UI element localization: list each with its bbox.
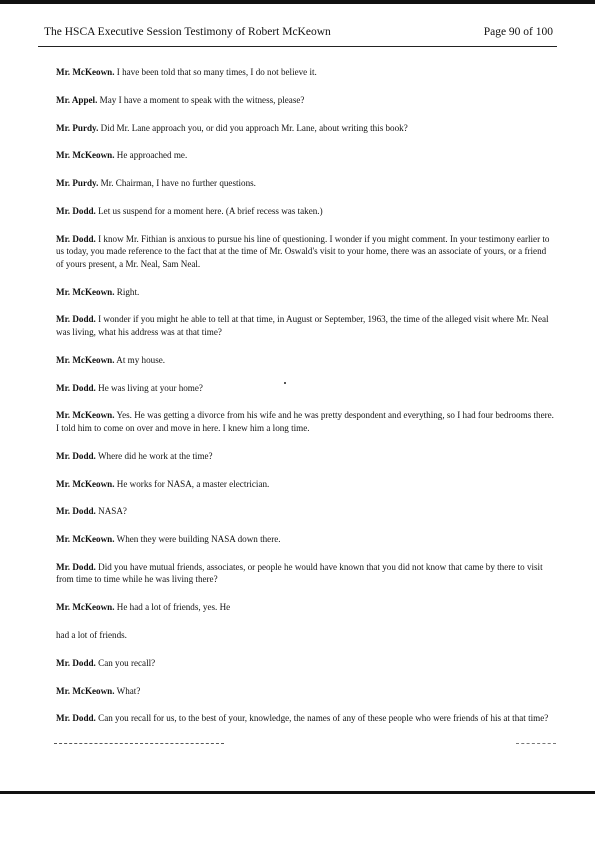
statement-text: He had a lot of friends, yes. He	[116, 602, 231, 613]
statement-text: Can you recall for us, to the best of your, knowledge, the names of any of these people who were friends of his at that time?	[98, 713, 549, 724]
statement-text: had a lot of friends.	[56, 630, 127, 641]
speaker-name: Mr. Purdy.	[56, 178, 99, 189]
speaker-name: Mr. Dodd.	[56, 657, 96, 668]
speaker-name: Mr. McKeown.	[56, 478, 115, 489]
speaker-name: Mr. Purdy.	[56, 122, 99, 133]
speaker-name: Mr. Dodd.	[56, 205, 96, 216]
statement-text: Did you have mutual friends, associates, or people he would have known that you did not know that came by there to visit from time to time while he was living there?	[56, 561, 543, 585]
speaker-name: Mr. Dodd.	[56, 506, 96, 517]
speaker-name: Mr. Dodd.	[56, 713, 96, 724]
testimony-paragraph	[56, 629, 556, 642]
statement-text: Yes. He was getting a divorce from his wife and he was pretty despondent and everything, so I had four bedrooms there. I told him to come on over and move in here. I knew him a long time.	[56, 410, 554, 433]
testimony-paragraph	[56, 177, 556, 190]
statement-text: He works for NASA, a master electrician.	[116, 478, 270, 489]
document-title: The HSCA Executive Session Testimony of Robert McKeown	[44, 26, 331, 38]
testimony-paragraph	[56, 354, 556, 367]
speaker-name: Mr. McKeown.	[56, 410, 115, 421]
statement-text: Mr. Chairman, I have no further questions.	[100, 178, 256, 189]
testimony-paragraph	[56, 313, 556, 338]
scan-artifact-line	[54, 743, 224, 744]
statement-text: NASA?	[98, 506, 127, 517]
statement-text: Can you recall?	[98, 657, 156, 668]
testimony-paragraph	[56, 66, 556, 79]
testimony-paragraph	[56, 533, 556, 546]
header-divider	[38, 46, 557, 47]
statement-text: I have been told that so many times, I do not believe it.	[116, 67, 317, 77]
speaker-name: Mr. Dodd.	[56, 561, 96, 572]
statement-text: What?	[116, 685, 141, 696]
speaker-name: Mr. Appel.	[56, 94, 98, 105]
testimony-paragraph	[56, 382, 556, 395]
bottom-border	[0, 791, 595, 794]
testimony-paragraph	[56, 561, 556, 586]
scan-artifact-line	[516, 743, 556, 744]
testimony-paragraph	[56, 601, 556, 614]
top-border	[0, 0, 595, 4]
speaker-name: Mr. McKeown.	[56, 534, 115, 545]
speaker-name: Mr. Dodd.	[56, 314, 96, 325]
scan-artifact	[284, 382, 286, 384]
statement-text: When they were building NASA down there.	[116, 534, 281, 545]
speaker-name: Mr. McKeown.	[56, 67, 115, 77]
testimony-paragraph	[56, 450, 556, 463]
statement-text: He approached me.	[116, 150, 188, 161]
testimony-paragraph	[56, 205, 556, 218]
speaker-name: Mr. McKeown.	[56, 685, 115, 696]
testimony-paragraph	[56, 149, 556, 162]
statement-text: He was living at your home?	[98, 382, 203, 393]
statement-text: I wonder if you might he able to tell at that time, in August or September, 1963, the time of the alleged visit where Mr. Neal was living, what his address was at that time?	[56, 314, 549, 338]
testimony-paragraph	[56, 712, 556, 725]
testimony-paragraph	[56, 286, 556, 299]
speaker-name: Mr. McKeown.	[56, 602, 115, 613]
testimony-paragraph	[56, 685, 556, 698]
testimony-paragraph	[56, 657, 556, 670]
testimony-paragraph	[56, 478, 556, 491]
speaker-name: Mr. Dodd.	[56, 382, 96, 393]
speaker-name: Mr. Dodd.	[56, 450, 96, 461]
speaker-name: Mr. McKeown.	[56, 286, 115, 297]
testimony-paragraph	[56, 122, 556, 135]
speaker-name: Mr. McKeown.	[56, 150, 115, 161]
testimony-paragraph	[56, 505, 556, 518]
page-number: Page 90 of 100	[483, 26, 553, 38]
statement-text: At my house.	[116, 354, 166, 365]
statement-text: Let us suspend for a moment here. (A brief recess was taken.)	[98, 205, 323, 216]
statement-text: Did Mr. Lane approach you, or did you approach Mr. Lane, about writing this book?	[100, 122, 408, 133]
testimony-body	[56, 66, 556, 725]
statement-text: Right.	[116, 286, 140, 297]
testimony-paragraph	[56, 94, 556, 107]
speaker-name: Mr. McKeown.	[56, 354, 115, 365]
speaker-name: Mr. Dodd.	[56, 233, 96, 244]
testimony-paragraph	[56, 409, 556, 434]
testimony-paragraph	[56, 233, 556, 271]
page-header	[44, 26, 553, 38]
statement-text: Where did he work at the time?	[97, 450, 213, 461]
statement-text: May I have a moment to speak with the witness, please?	[99, 94, 305, 105]
statement-text: I know Mr. Fithian is anxious to pursue his line of questioning. I wonder if you might comment. In your testimony earlier to us today, you made reference to the fact that at the time of Mr. Oswald's visit to your home, there was an associate of yours, or a friend of yours present, a Mr. Neal, Sam Neal.	[56, 233, 550, 269]
